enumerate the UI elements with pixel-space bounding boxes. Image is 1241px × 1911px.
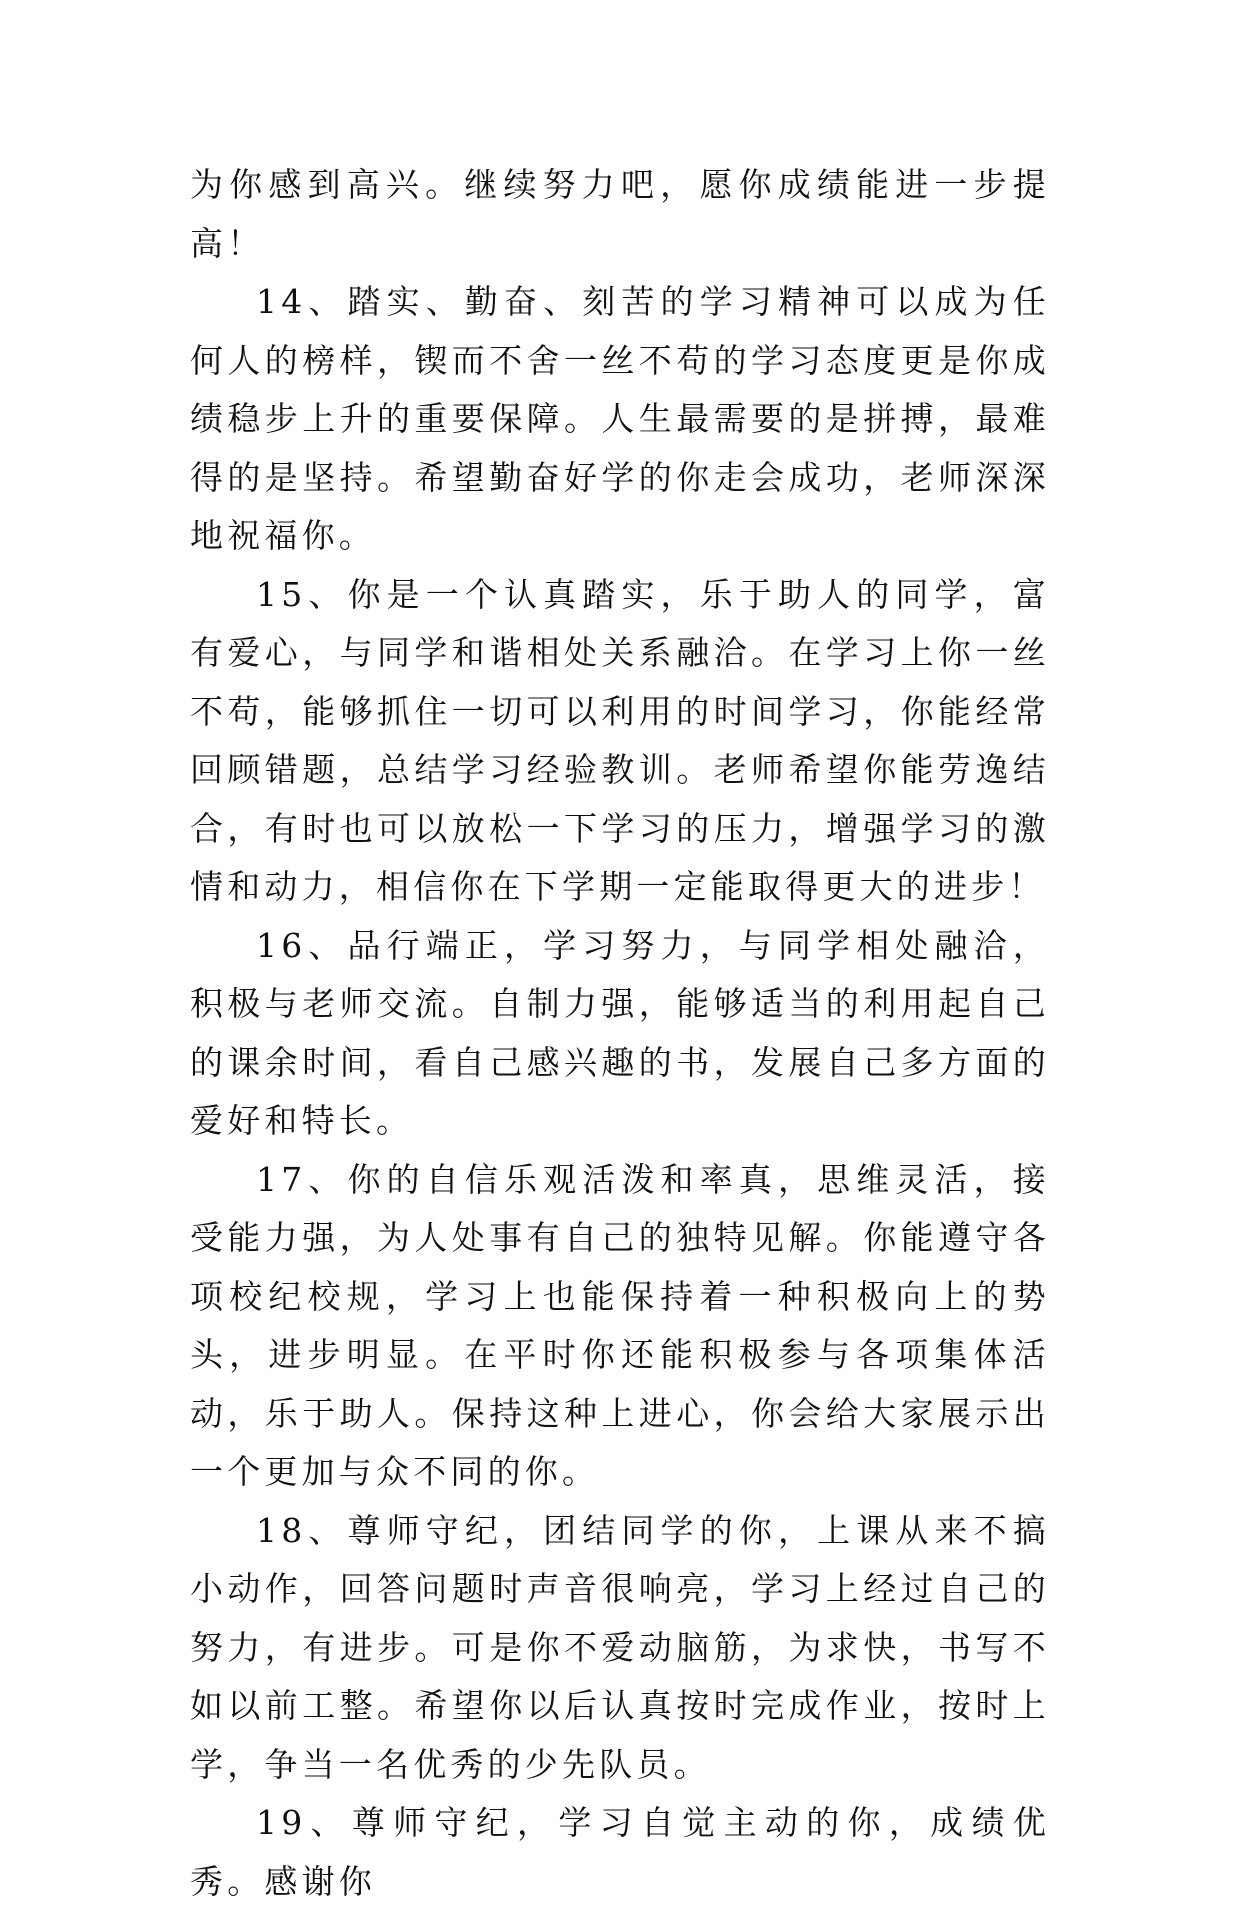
paragraph-16: 16、品行端正，学习努力，与同学相处融洽，积极与老师交流。自制力强，能够适当的利用起自己的课余时间，看自己感兴趣的书，发展自己多方面的爱好和特长。 xyxy=(190,925,1050,1140)
paragraph-19: 19、尊师守纪，学习自觉主动的你，成绩优秀。感谢你 xyxy=(190,1803,1050,1901)
paragraph-15: 15、你是一个认真踏实，乐于助人的同学，富有爱心，与同学和谐相处关系融洽。在学习上你一丝不苟，能够抓住一切可以利用的时间学习，你能经常回顾错题，总结学习经验教训。老师希望你能劳逸结合，有时也可以放松一下学习的压力，增强学习的激情和动力，相信你在下学期一定能取得更大的进步！ xyxy=(190,574,1050,906)
document-body xyxy=(190,156,1050,1911)
paragraph-17: 17、你的自信乐观活泼和率真，思维灵活，接受能力强，为人处事有自己的独特见解。你能遵守各项校纪校规，学习上也能保持着一种积极向上的势头，进步明显。在平时你还能积极参与各项集体活动，乐于助人。保持这种上进心，你会给大家展示出一个更加与众不同的你。 xyxy=(190,1159,1050,1491)
paragraph-14: 14、踏实、勤奋、刻苦的学习精神可以成为任何人的榜样，锲而不舍一丝不苟的学习态度更是你成绩稳步上升的重要保障。人生最需要的是拼搏，最难得的是坚持。希望勤奋好学的你走会成功，老师深深地祝福你。 xyxy=(190,282,1050,555)
paragraph-13-tail: 为你感到高兴。继续努力吧，愿你成绩能进一步提高！ xyxy=(190,165,1050,263)
paragraph-18: 18、尊师守纪，团结同学的你，上课从来不搞小动作，回答问题时声音很响亮，学习上经过自己的努力，有进步。可是你不爱动脑筋，为求快，书写不如以前工整。希望你以后认真按时完成作业，按时上学，争当一名优秀的少先队员。 xyxy=(190,1510,1050,1784)
